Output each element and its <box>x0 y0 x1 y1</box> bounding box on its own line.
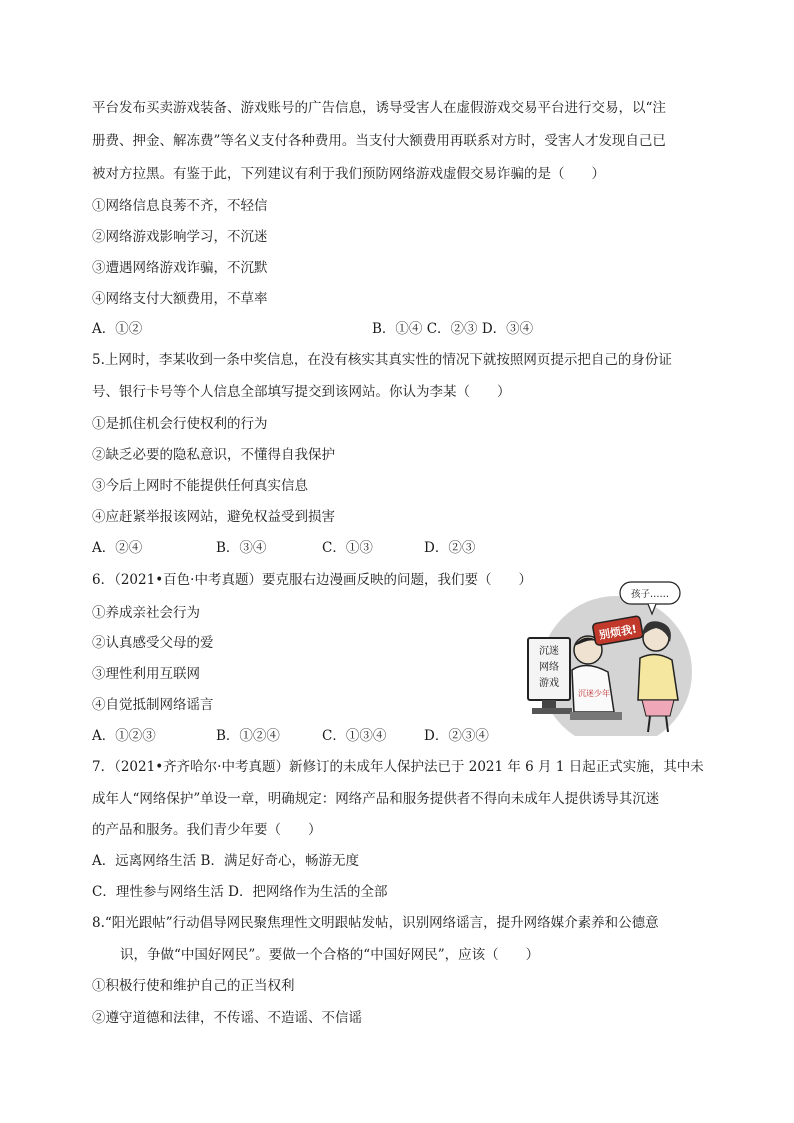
q4-answer-a: A．①② <box>92 321 143 337</box>
q4-option-2: ②网络游戏影响学习，不沉迷 <box>92 229 268 245</box>
q6-stem-line-1: 6．（2021•百色·中考真题）要克服右边漫画反映的问题，我们要（ ） <box>92 572 532 588</box>
q6-option-3: ③理性利用互联网 <box>92 666 200 682</box>
bubble-text: 孩子…… <box>630 589 670 600</box>
q5-answer-a: A．②④ <box>92 540 143 556</box>
q6-answer-d: D．②③④ <box>424 728 489 744</box>
q6-answer-c: C．①③④ <box>322 728 387 744</box>
q5-answer-d: D．②③ <box>424 540 476 556</box>
q8-stem-line-1: 8.“阳光跟帖”行动倡导网民聚焦理性文明跟帖发帖，识别网络谣言，提升网络媒介素养和公德意 <box>92 915 659 931</box>
q6-answer-b: B．①②④ <box>216 728 280 744</box>
q7-answers-cd: C．理性参与网络生活 D．把网络作为生活的全部 <box>92 884 388 900</box>
q6-option-1: ①养成亲社会行为 <box>92 605 200 621</box>
q7-stem-line-1: 7．（2021•齐齐哈尔·中考真题）新修订的未成年人保护法已于 2021 年 6 月 1 日起正式实施，其中未 <box>92 759 704 775</box>
screen-text-1: 沉迷 <box>539 646 559 657</box>
shirt-label: 沉迷少年 <box>578 689 610 698</box>
q4-stem-line-1: 平台发布买卖游戏装备、游戏账号的广告信息，诱导受害人在虚假游戏交易平台进行交易，以“注 <box>92 100 666 116</box>
q5-answer-c: C．①③ <box>322 540 373 556</box>
q8-option-1: ①积极行使和维护自己的正当权利 <box>92 978 295 994</box>
q5-answers <box>92 538 475 558</box>
q7-stem-line-3: 的产品和服务。我们青少年要（ ） <box>92 822 322 838</box>
q4-option-3: ③遭遇网络游戏诈骗，不沉默 <box>92 260 268 276</box>
q7-stem-line-2: 成年人“网络保护”单设一章，明确规定：网络产品和服务提供者不得向未成年人提供诱导其沉迷 <box>92 791 660 807</box>
q5-stem-line-1: 5.上网时，李某收到一条中奖信息，在没有核实其真实性的情况下就按照网页提示把自己的身份证 <box>92 352 672 368</box>
q8-stem-line-2: 识，争做“中国好网民”。要做一个合格的“中国好网民”，应该（ ） <box>120 947 540 963</box>
q6-option-2: ②认真感受父母的爱 <box>92 635 214 651</box>
mother-body <box>638 654 678 700</box>
q4-option-1: ①网络信息良莠不齐，不轻信 <box>92 198 268 214</box>
q5-option-1: ①是抓住机会行使权利的行为 <box>92 416 268 432</box>
q6-answers <box>92 726 489 746</box>
cartoon-illustration <box>524 580 696 736</box>
q5-option-4: ④应赶紧举报该网站，避免权益受到损害 <box>92 509 335 525</box>
q4-answers-bcd: B．①④ C．②③ D．③④ <box>372 321 534 337</box>
q6-answer-a: A．①②③ <box>92 728 156 744</box>
q5-option-3: ③今后上网时不能提供任何真实信息 <box>92 478 308 494</box>
screen-text-3: 游戏 <box>539 678 559 689</box>
q6-option-4: ④自觉抵制网络谣言 <box>92 697 214 713</box>
q7-answers-ab: A．远离网络生活 B．满足好奇心，畅游无度 <box>92 853 359 869</box>
q4-stem-line-2: 册费、押金、解冻费”等名义支付各种费用。当支付大额费用再联系对方时，受害人才发现自己已 <box>92 133 666 149</box>
q5-stem-line-2: 号、银行卡号等个人信息全部填写提交到该网站。你认为李某（ ） <box>92 384 511 400</box>
screen-text-2: 网络 <box>539 662 559 673</box>
q4-stem-line-3: 被对方拉黑。有鉴于此，下列建议有利于我们预防网络游戏虚假交易诈骗的是（ ） <box>92 166 605 182</box>
q4-option-4: ④网络支付大额费用，不草率 <box>92 291 268 307</box>
q5-answer-b: B．③④ <box>216 540 267 556</box>
q8-option-2: ②遵守道德和法律，不传谣、不造谣、不信谣 <box>92 1010 362 1026</box>
q5-option-2: ②缺乏必要的隐私意识，不懂得自我保护 <box>92 447 335 463</box>
sign-text: 别烦我! <box>598 622 638 642</box>
